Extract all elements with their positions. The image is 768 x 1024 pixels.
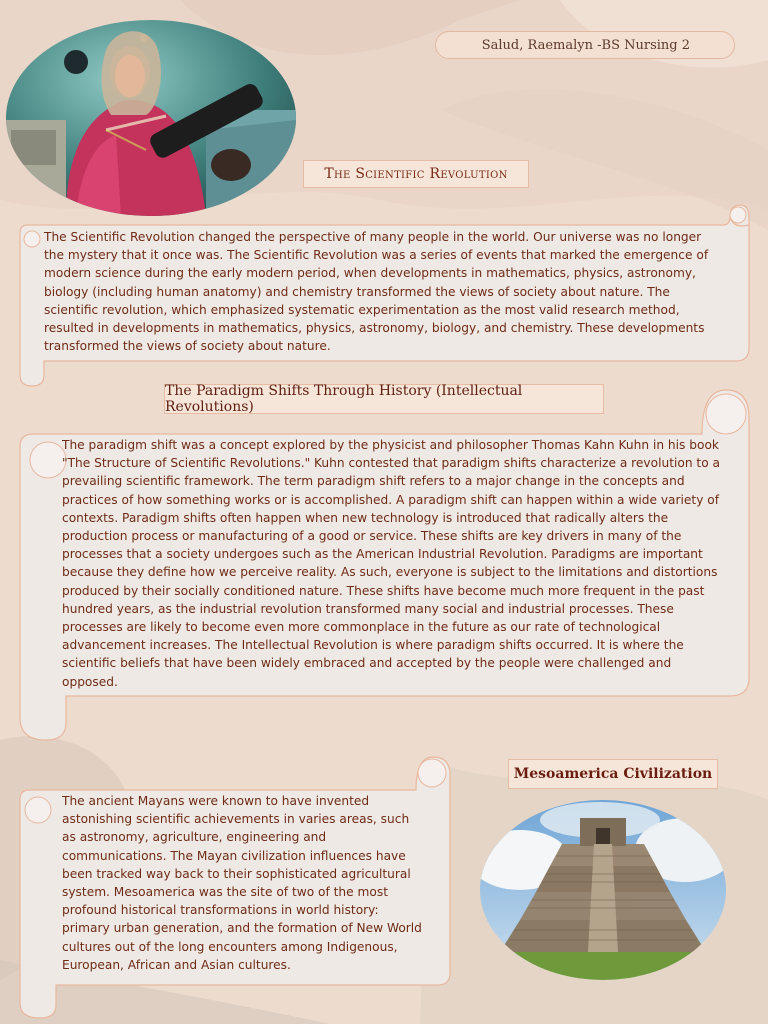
pyramid-image bbox=[480, 800, 726, 980]
newton-image bbox=[6, 20, 296, 216]
section-body-paradigm-shifts: The paradigm shift was a concept explored by the physicist and philosopher Thomas Kahn Kuhn in his book "The Structure of Scientific Revolutions." Kuhn contested that paradigm shifts characterize a revolution to a prevailing scientific framework. The term paradigm shift refers to a major change in the concepts and practices of how something works or is accomplished. A paradigm shift can happen within a wide variety of contexts. Paradigm shifts often happen when new technology is introduced that radically alters the production process or manufacturing of a good or service. These shifts are key drivers in many of the processes that a society undergoes such as the American Industrial Revolution. Paradigms are important because they define how we perceive reality. As such, everyone is subject to the limitations and distortions produced by their socially conditioned nature. These shifts have become much more frequent in the past hundred years, as the industrial revolution transformed many social and industrial processes. These processes are likely to become even more commonplace in the future as our rate of technological advancement increases. The Intellectual Revolution is where paradigm shifts occurred. It is where the scientific beliefs that have been widely embraced and accepted by the people were challenged and opposed. bbox=[62, 438, 720, 689]
section-body-mesoamerica: The ancient Mayans were known to have invented astonishing scientific achievements in varies areas, such as astronomy, agriculture, engineering and communications. The Mayan civilization influences have been tracked way back to their sophisticated agricultural system. Mesoamerica was the site of two of the most profound historical transformations in world history: primary urban generation, and the formation of New World cultures out of the long encounters among Indigenous, European, African and Asian cultures. bbox=[62, 794, 422, 972]
section-title-mesoamerica: Mesoamerica Civilization bbox=[508, 759, 718, 789]
author-name: Salud, Raemalyn -BS Nursing 2 bbox=[435, 31, 735, 59]
section-title-scientific-revolution: The Scientific Revolution bbox=[303, 160, 529, 188]
section-title-paradigm-shifts: The Paradigm Shifts Through History (Intellectual Revolutions) bbox=[164, 384, 604, 414]
section-body-scientific-revolution: The Scientific Revolution changed the perspective of many people in the world. Our universe was no longer the mystery that it once was. The Scientific Revolution was a series of events that marked the emergence of modern science during the early modern period, when developments in mathematics, physics, astronomy, biology (including human anatomy) and chemistry transformed the views of society about nature. The scientific revolution, which emphasized systematic experimentation as the most valid research method, resulted in developments in mathematics, physics, astronomy, biology, and chemistry. These developments transformed the views of society about nature. bbox=[44, 230, 709, 354]
